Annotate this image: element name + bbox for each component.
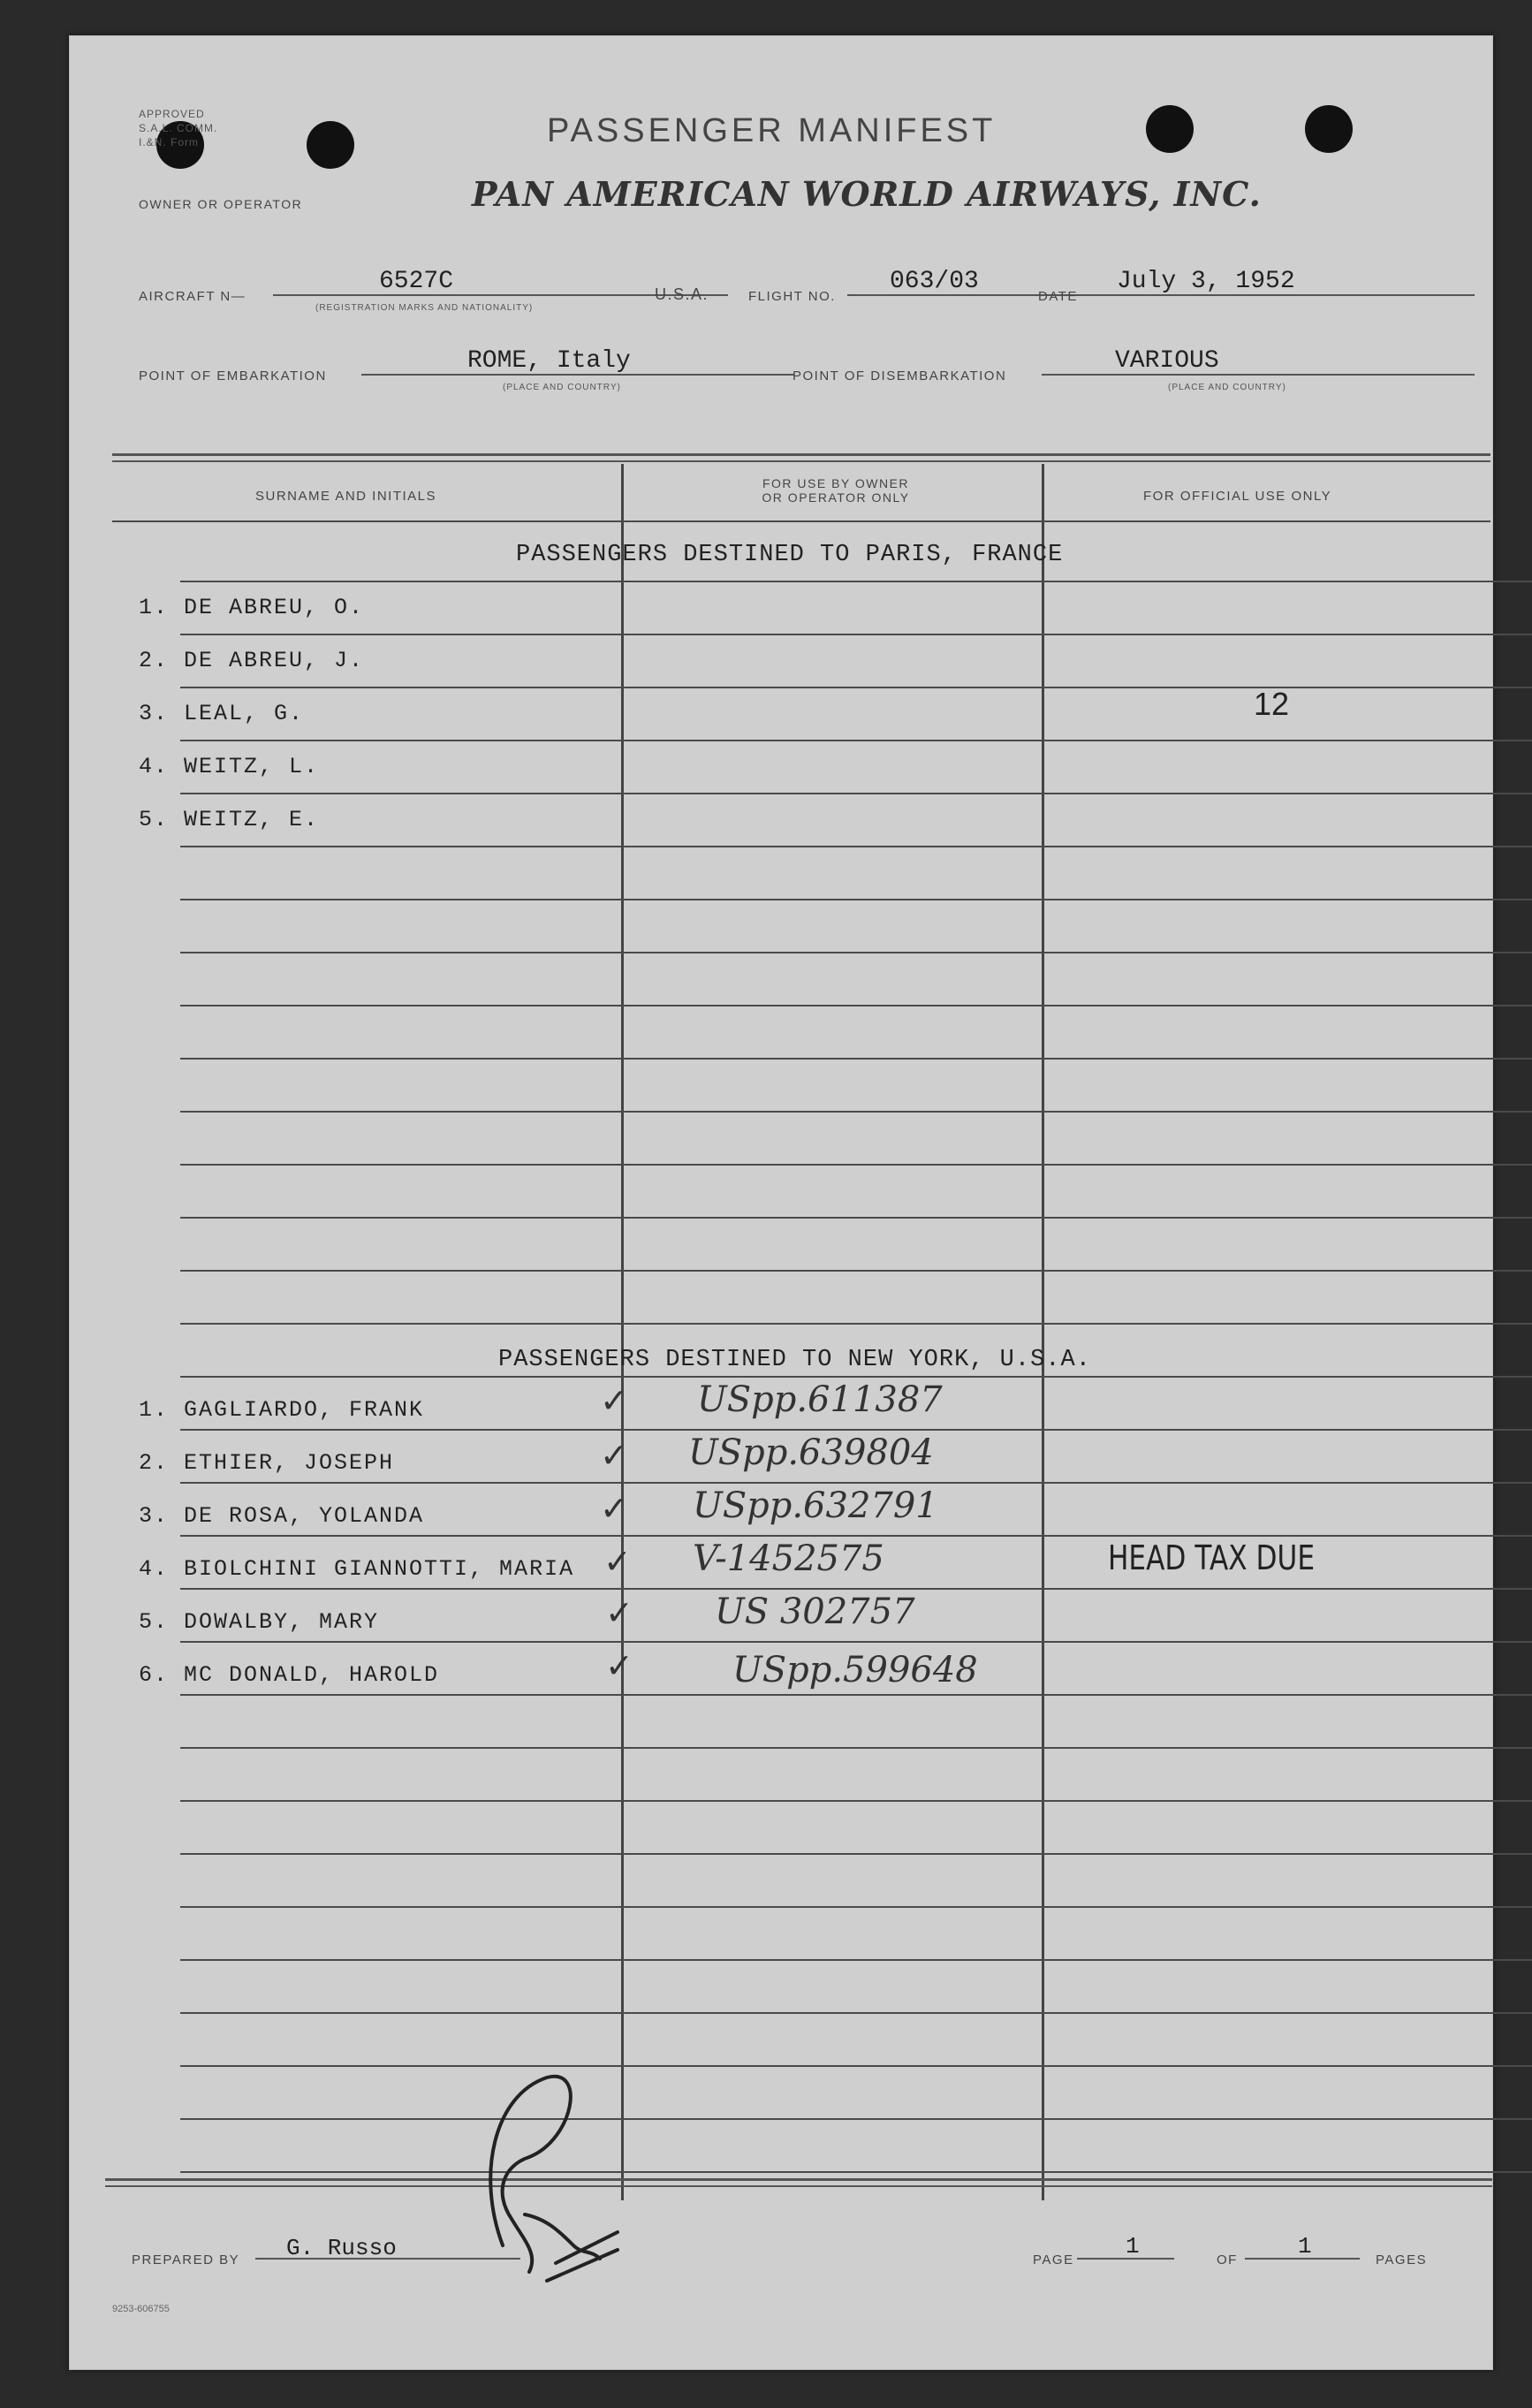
checkmark-icon: ✓ xyxy=(605,1593,633,1632)
checkmark-icon: ✓ xyxy=(605,1646,633,1685)
row-rule xyxy=(180,899,1532,900)
row-rule xyxy=(180,1535,1532,1537)
disembarkation-note: (PLACE AND COUNTRY) xyxy=(1168,383,1286,392)
punch-hole-left-2 xyxy=(307,121,354,169)
row-rule xyxy=(180,846,1532,847)
page-title: PASSENGER MANIFEST xyxy=(547,112,997,149)
row-rule xyxy=(180,634,1532,635)
paris-passenger-1: 1. DE ABREU, O. xyxy=(139,595,365,620)
row-rule xyxy=(180,1270,1532,1272)
embarkation-note: (PLACE AND COUNTRY) xyxy=(503,383,621,392)
aircraft-label: AIRCRAFT N— xyxy=(139,289,246,304)
head-tax-due-note: HEAD TAX DUE xyxy=(1108,1538,1316,1577)
form-number: 9253-606755 xyxy=(112,2304,170,2314)
row-rule xyxy=(180,1906,1532,1908)
row-rule xyxy=(180,1959,1532,1961)
row-rule xyxy=(180,1005,1532,1006)
header-row-rule xyxy=(112,520,1490,522)
row-rule xyxy=(180,1853,1532,1855)
pages-label: PAGES xyxy=(1376,2252,1428,2267)
pages-total: 1 xyxy=(1298,2233,1312,2260)
newyork-group-heading: PASSENGERS DESTINED TO NEW YORK, U.S.A. xyxy=(498,1347,1091,1373)
row-rule xyxy=(180,1747,1532,1749)
newyork-passenger-4: 4. BIOLCHINI GIANNOTTI, MARIA xyxy=(139,1556,575,1582)
disembarkation-label: POINT OF DISEMBARKATION xyxy=(793,368,1007,384)
registration-note: (REGISTRATION MARKS AND NATIONALITY) xyxy=(315,303,534,313)
newyork-passenger-2: 2. ETHIER, JOSEPH xyxy=(139,1450,395,1476)
row-rule xyxy=(180,1058,1532,1060)
table-top-rule xyxy=(112,453,1490,456)
row-rule xyxy=(180,1482,1532,1484)
paris-official-note: 12 xyxy=(1254,686,1290,722)
column-header-owner-use xyxy=(734,476,937,505)
row-rule xyxy=(180,1800,1532,1802)
passport-number-3: USpp.632791 xyxy=(693,1485,938,1526)
passport-number-2: USpp.639804 xyxy=(688,1432,934,1473)
checkmark-icon: ✓ xyxy=(603,1542,632,1581)
prepared-by-value: G. Russo xyxy=(286,2235,397,2261)
punch-hole-right-1 xyxy=(1146,105,1194,153)
paris-passenger-5: 5. WEITZ, E. xyxy=(139,807,320,832)
column-header-official-use: FOR OFFICIAL USE ONLY xyxy=(1143,489,1332,504)
table-top-rule-2 xyxy=(112,460,1490,462)
date-label: DATE xyxy=(1038,289,1078,304)
signature-scribble xyxy=(441,2042,653,2307)
disembarkation-underline xyxy=(1042,374,1475,376)
owner-use-line-2: OR OPERATOR ONLY xyxy=(762,490,910,505)
passport-number-4: V-1452575 xyxy=(693,1538,884,1579)
row-rule xyxy=(180,1164,1532,1166)
flight-value: 063/03 xyxy=(890,268,979,295)
checkmark-icon: ✓ xyxy=(600,1381,628,1420)
checkmark-icon: ✓ xyxy=(600,1489,628,1528)
owner-operator-label: OWNER OR OPERATOR xyxy=(139,197,303,211)
flight-label: FLIGHT NO. xyxy=(748,289,836,304)
of-label: OF xyxy=(1217,2252,1238,2267)
row-rule xyxy=(180,1111,1532,1113)
checkmark-icon: ✓ xyxy=(600,1436,628,1475)
row-rule xyxy=(180,687,1532,688)
date-value: July 3, 1952 xyxy=(1117,268,1295,295)
row-rule xyxy=(180,793,1532,794)
table-bottom-rule-2 xyxy=(105,2185,1492,2187)
approval-stamp xyxy=(139,107,217,149)
usa-label: U.S.A. xyxy=(655,285,709,303)
prepared-by-label: PREPARED BY xyxy=(132,2252,240,2267)
newyork-passenger-6: 6. MC DONALD, HAROLD xyxy=(139,1662,440,1688)
paris-passenger-3: 3. LEAL, G. xyxy=(139,701,305,726)
row-rule xyxy=(180,1694,1532,1696)
row-rule xyxy=(180,1323,1532,1325)
column-header-surname: SURNAME AND INITIALS xyxy=(255,489,437,504)
newyork-passenger-1: 1. GAGLIARDO, FRANK xyxy=(139,1397,425,1423)
embarkation-label: POINT OF EMBARKATION xyxy=(139,368,327,384)
passport-number-6: USpp.599648 xyxy=(732,1650,978,1690)
embarkation-value: ROME, Italy xyxy=(467,347,631,375)
table-bottom-rule xyxy=(105,2178,1492,2181)
row-rule xyxy=(180,952,1532,953)
row-rule xyxy=(180,1588,1532,1590)
row-rule xyxy=(180,581,1532,582)
manifest-sheet xyxy=(69,35,1493,2370)
passport-number-5: US 302757 xyxy=(715,1591,915,1632)
passport-number-1: USpp.611387 xyxy=(697,1379,943,1420)
row-rule xyxy=(180,740,1532,741)
paris-group-heading: PASSENGERS DESTINED TO PARIS, FRANCE xyxy=(516,542,1064,568)
page-number: 1 xyxy=(1126,2233,1140,2260)
stamp-line-2: S.A.L. COMM. xyxy=(139,122,218,134)
row-rule xyxy=(180,1641,1532,1643)
row-rule xyxy=(180,2012,1532,2014)
stamp-line-3: I.&N. Form xyxy=(139,136,200,148)
row-rule xyxy=(180,1429,1532,1431)
punch-hole-right-2 xyxy=(1305,105,1353,153)
paris-passenger-2: 2. DE ABREU, J. xyxy=(139,648,365,673)
newyork-passenger-5: 5. DOWALBY, MARY xyxy=(139,1609,380,1635)
row-rule xyxy=(180,2171,1532,2173)
row-rule xyxy=(180,2065,1532,2067)
disembarkation-value: VARIOUS xyxy=(1115,347,1219,375)
row-rule xyxy=(180,1217,1532,1219)
row-rule xyxy=(180,1376,1532,1378)
aircraft-value: 6527C xyxy=(379,268,454,295)
newyork-passenger-3: 3. DE ROSA, YOLANDA xyxy=(139,1503,425,1529)
row-rule xyxy=(180,2118,1532,2120)
paris-passenger-4: 4. WEITZ, L. xyxy=(139,754,320,779)
column-divider-right xyxy=(1042,464,1044,2200)
airline-name: PAN AMERICAN WORLD AIRWAYS, INC. xyxy=(472,174,1262,214)
page-label: PAGE xyxy=(1033,2252,1074,2267)
owner-use-line-1: FOR USE BY OWNER xyxy=(762,476,910,490)
column-divider-left xyxy=(621,464,624,2200)
stamp-line-1: APPROVED xyxy=(139,108,205,120)
